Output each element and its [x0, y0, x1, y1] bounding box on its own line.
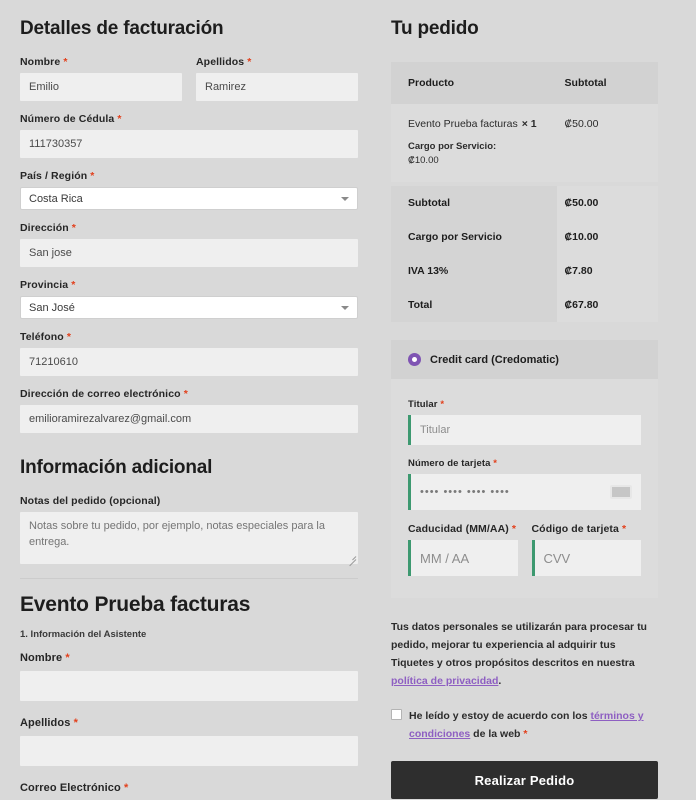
id-number-label-text: Número de Cédula: [20, 113, 115, 125]
required-marker: *: [622, 523, 627, 535]
required-marker: *: [123, 782, 129, 794]
country-select-wrap: [20, 187, 358, 210]
country-field: [20, 170, 358, 210]
country-select[interactable]: [20, 187, 358, 210]
card-holder-label: [408, 399, 641, 410]
order-title: Tu pedido: [391, 18, 479, 39]
card-cvv-label: [532, 523, 642, 535]
card-number-label-text: Número de tarjeta: [408, 458, 491, 469]
address-field: [20, 222, 358, 267]
order-table-header-row: [391, 62, 658, 104]
totals-label-total: Total: [391, 288, 557, 322]
country-label-text: País / Región: [20, 170, 88, 182]
billing-title: Detalles de facturación: [20, 18, 224, 39]
attendee-last-name-label: [20, 717, 358, 729]
payment-method-credomatic[interactable]: [391, 340, 658, 379]
card-expiry-label-text: Caducidad (MM/AA): [408, 523, 509, 535]
radio-selected-icon[interactable]: [408, 353, 421, 366]
province-label-text: Provincia: [20, 279, 69, 291]
id-number-input[interactable]: [20, 130, 358, 158]
totals-row-total: [391, 288, 658, 322]
phone-label-text: Teléfono: [20, 331, 64, 343]
terms-text: [409, 707, 658, 743]
phone-label: [20, 331, 358, 343]
column-header-product: Producto: [391, 62, 557, 104]
totals-label-tax: IVA 13%: [391, 254, 557, 288]
country-label: [20, 170, 358, 182]
required-marker: *: [247, 56, 252, 68]
section-divider: [20, 578, 358, 579]
card-cvv-placeholder: CVV: [543, 550, 571, 566]
required-marker: *: [511, 523, 517, 535]
attendee-first-name-label-text: Nombre: [20, 652, 63, 664]
phone-field: [20, 331, 358, 376]
privacy-policy-text: [391, 618, 658, 690]
email-input[interactable]: [20, 405, 358, 433]
card-expiry-label: [408, 523, 518, 535]
card-number-input[interactable]: [408, 474, 641, 510]
card-holder-placeholder: Titular: [420, 424, 451, 436]
id-number-label: [20, 113, 358, 125]
required-marker: *: [63, 56, 68, 68]
required-marker: *: [71, 222, 76, 234]
payment-method-label: Credit card (Credomatic): [430, 353, 559, 366]
attendee-email-label-text: Correo Electrónico: [20, 782, 121, 794]
attendee-email-label: [20, 782, 358, 794]
card-cvv-field: [532, 523, 642, 576]
required-marker: *: [493, 458, 498, 469]
order-column: [380, 0, 696, 800]
terms-text-part2: de la web: [470, 728, 524, 741]
privacy-policy-link[interactable]: política de privacidad: [391, 675, 499, 688]
card-number-label: [408, 458, 641, 469]
address-label-text: Dirección: [20, 222, 69, 234]
province-select[interactable]: [20, 296, 358, 319]
totals-row-tax: [391, 254, 658, 288]
column-header-subtotal: Subtotal: [557, 62, 658, 104]
card-expiry-field: [408, 523, 518, 576]
required-marker: *: [440, 399, 445, 410]
order-notes-wrap: [20, 512, 358, 564]
attendee-first-name-input[interactable]: [20, 671, 358, 701]
email-label-text: Dirección de correo electrónico: [20, 388, 181, 400]
card-cvv-input[interactable]: [532, 540, 642, 576]
terms-checkbox[interactable]: [391, 709, 402, 720]
required-marker: *: [73, 717, 78, 729]
name-row: [20, 56, 358, 113]
order-item-row: [391, 104, 658, 182]
privacy-section: [391, 618, 658, 799]
required-marker: *: [66, 331, 71, 343]
id-number-field: [20, 113, 358, 158]
first-name-input[interactable]: [20, 73, 182, 101]
first-name-field: [20, 56, 182, 101]
last-name-input[interactable]: [196, 73, 358, 101]
last-name-field: [196, 56, 358, 101]
totals-row-service-fee: [391, 220, 658, 254]
totals-row-subtotal: [391, 186, 658, 220]
payment-fields: [391, 379, 658, 598]
terms-row: [391, 707, 658, 743]
attendee-last-name-input[interactable]: [20, 736, 358, 766]
required-marker: *: [523, 728, 528, 741]
additional-info-title: Información adicional: [20, 457, 213, 478]
payment-box: [391, 340, 658, 598]
order-review-table: [391, 62, 658, 182]
card-brand-icon: [610, 485, 632, 499]
required-marker: *: [65, 652, 70, 664]
first-name-label: [20, 56, 182, 68]
totals-label-service-fee: Cargo por Servicio: [391, 220, 557, 254]
card-holder-field: [408, 399, 641, 445]
order-item-fee-value: ₡10.00: [408, 155, 439, 166]
card-number-placeholder: •••• •••• •••• ••••: [420, 486, 510, 498]
order-notes-field: [20, 495, 358, 564]
first-name-label-text: Nombre: [20, 56, 61, 68]
totals-value-subtotal: ₡50.00: [557, 186, 658, 220]
attendee-first-name-label: [20, 652, 358, 664]
order-item-quantity: × 1: [521, 118, 537, 130]
totals-label-subtotal: Subtotal: [391, 186, 557, 220]
required-marker: *: [117, 113, 122, 125]
card-expiry-input[interactable]: [408, 540, 518, 576]
required-marker: *: [71, 279, 76, 291]
card-holder-label-text: Titular: [408, 399, 438, 410]
attendee-first-name-field: [20, 652, 358, 701]
order-item-subtotal: ₡50.00: [557, 104, 658, 182]
totals-value-tax: ₡7.80: [557, 254, 658, 288]
email-field: [20, 388, 358, 433]
order-item-fee-label: Cargo por Servicio:: [408, 141, 497, 152]
card-number-field: [408, 458, 641, 510]
order-notes-label: Notas del pedido (opcional): [20, 495, 161, 507]
card-holder-input[interactable]: [408, 415, 641, 445]
province-label: [20, 279, 358, 291]
place-order-button[interactable]: Realizar Pedido: [391, 761, 658, 799]
totals-value-total: ₡67.80: [557, 288, 658, 322]
order-notes-textarea[interactable]: [20, 512, 358, 564]
event-substep-label: 1. Información del Asistente: [20, 629, 147, 640]
province-select-wrap: [20, 296, 358, 319]
attendee-email-field: [20, 782, 358, 800]
terms-and-conditions-link[interactable]: términos y condiciones: [409, 710, 644, 741]
card-expiry-placeholder: MM / AA: [420, 550, 470, 566]
email-label: [20, 388, 358, 400]
attendee-last-name-field: [20, 717, 358, 766]
address-label: [20, 222, 358, 234]
order-totals-table: [391, 186, 658, 322]
address-input[interactable]: [20, 239, 358, 267]
required-marker: *: [183, 388, 188, 400]
privacy-text-part1: Tus datos personales se utilizarán para procesar tu pedido, mejorar tu experiencia al adquirir tus Tiquetes y otros propósitos descritos en nuestra: [391, 621, 647, 670]
attendee-last-name-label-text: Apellidos: [20, 717, 71, 729]
province-field: [20, 279, 358, 319]
card-expiry-cvv-row: [408, 523, 641, 576]
last-name-label: [196, 56, 358, 68]
order-item-cell: [391, 104, 557, 182]
privacy-text-part2: .: [498, 675, 502, 688]
last-name-label-text: Apellidos: [196, 56, 245, 68]
totals-value-service-fee: ₡10.00: [557, 220, 658, 254]
event-title: Evento Prueba facturas: [20, 593, 251, 616]
required-marker: *: [90, 170, 95, 182]
terms-text-part1: He leído y estoy de acuerdo con los: [409, 710, 591, 723]
phone-input[interactable]: [20, 348, 358, 376]
card-cvv-label-text: Código de tarjeta: [531, 523, 619, 535]
order-item-name: Evento Prueba facturas: [408, 118, 518, 130]
